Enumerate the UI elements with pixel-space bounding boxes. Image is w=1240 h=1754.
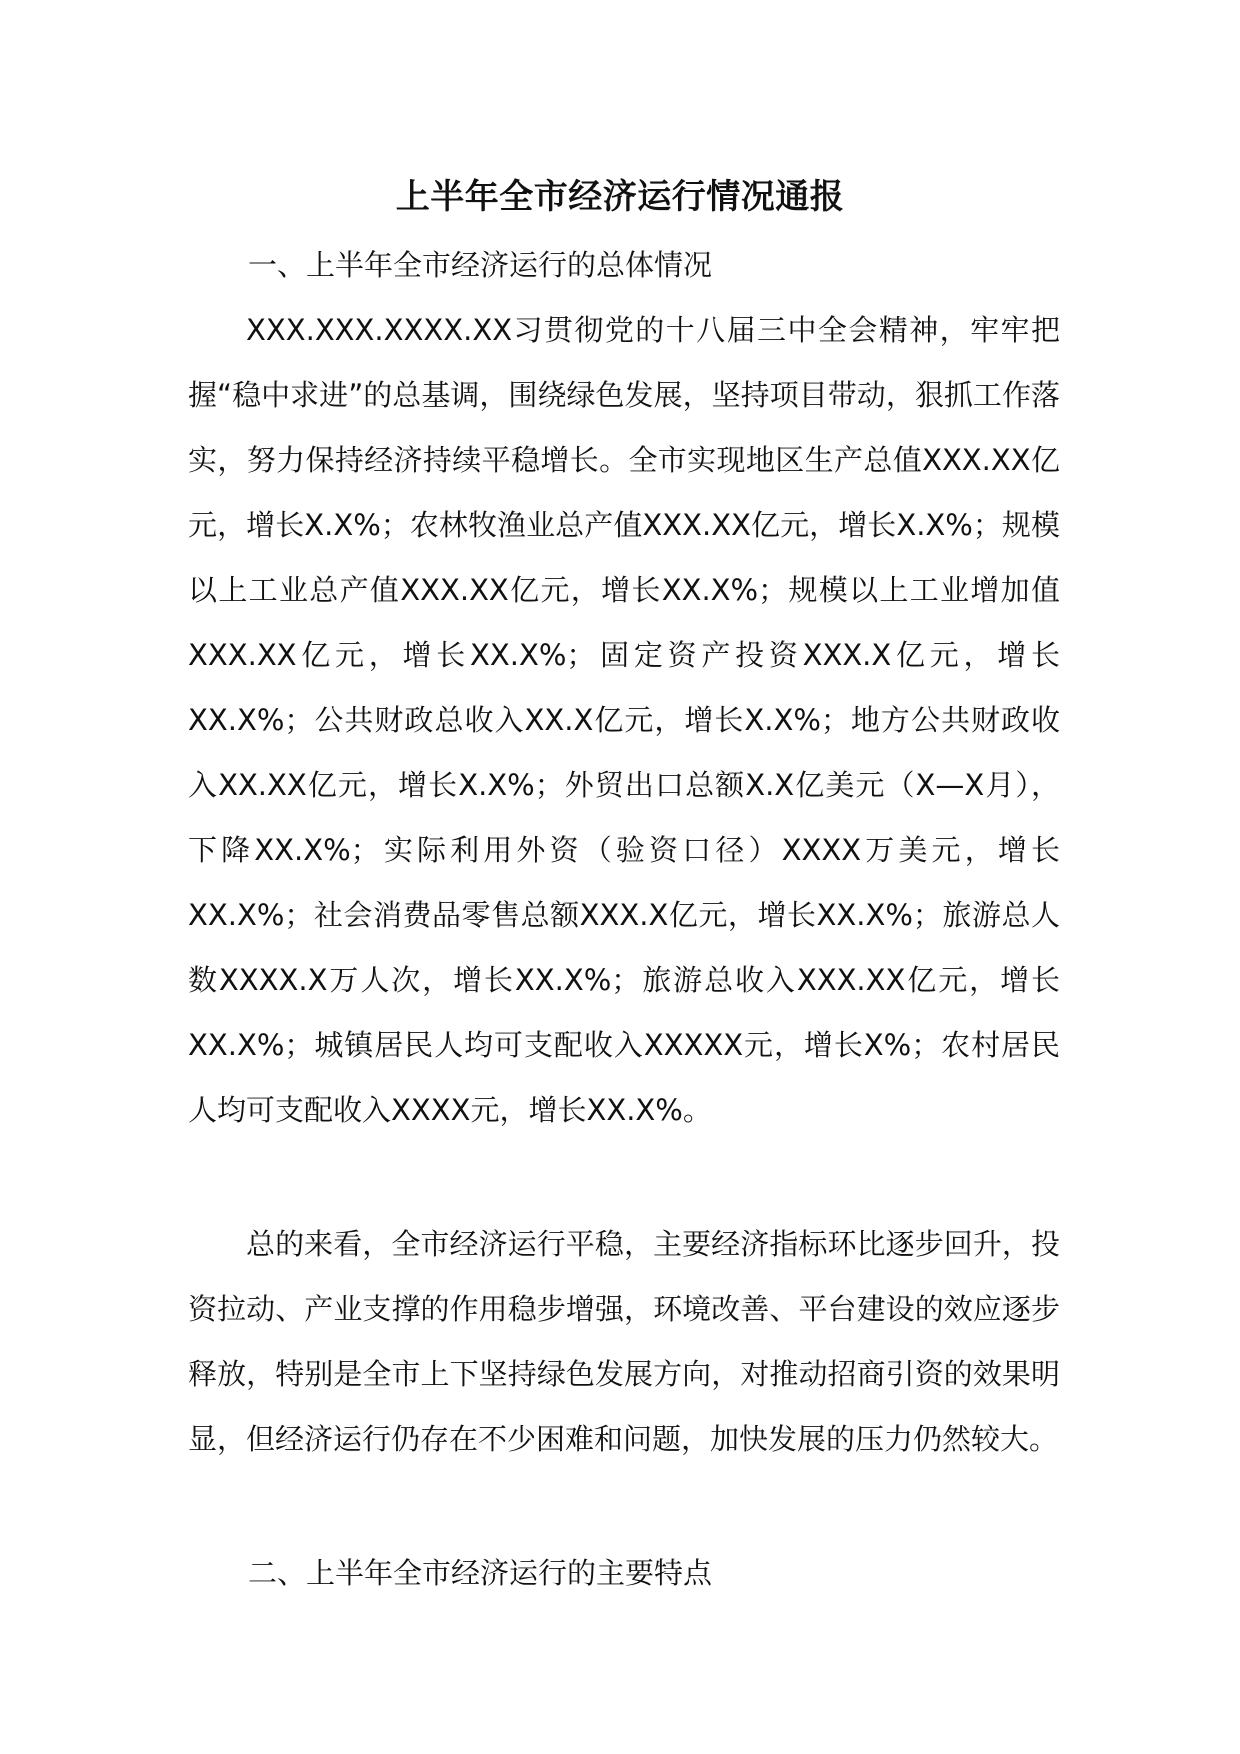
section-heading-1: 一、上半年全市经济运行的总体情况	[248, 248, 713, 282]
document-title: 上半年全市经济运行情况通报	[395, 177, 845, 217]
paragraph-summary: 总的来看，全市经济运行平稳，主要经济指标环比逐步回升，投资拉动、产业支撑的作用稳步增强，环境改善、平台建设的效应逐步释放，特别是全市上下坚持绿色发展方向，对推动招商引资的效果明显，但经济运行仍存在不少困难和问题，加快发展的压力仍然较大。	[188, 1227, 1060, 1456]
section-heading-2: 二、上半年全市经济运行的主要特点	[248, 1556, 713, 1590]
paragraph-overview: XXX.XXX.XXXX.XX习贯彻党的十八届三中全会精神，牢牢把握“稳中求进”的总基调，围绕绿色发展，坚持项目带动，狠抓工作落实，努力保持经济持续平稳增长。全市实现地区生产总值XXX.XX亿元，增长X.X%；农林牧渔业总产值XXX.XX亿元，增长X.X%；规模以上工业总产值XXX.XX亿元，增长XX.X%；规模以上工业增加值XXX.XX亿元，增长XX.X%；固定资产投资XXX.X亿元，增长XX.X%；公共财政总收入XX.X亿元，增长X.X%；地方公共财政收入XX.XX亿元，增长X.X%；外贸出口总额X.X亿美元（X—X月），下降XX.X%；实际利用外资（验资口径）XXXX万美元，增长XX.X%；社会消费品零售总额XXX.X亿元，增长XX.X%；旅游总人数XXXX.X万人次，增长XX.X%；旅游总收入XXX.XX亿元，增长XX.X%；城镇居民人均可支配收入XXXXX元，增长X%；农村居民人均可支配收入XXXX元，增长XX.X%。	[188, 313, 1060, 1127]
